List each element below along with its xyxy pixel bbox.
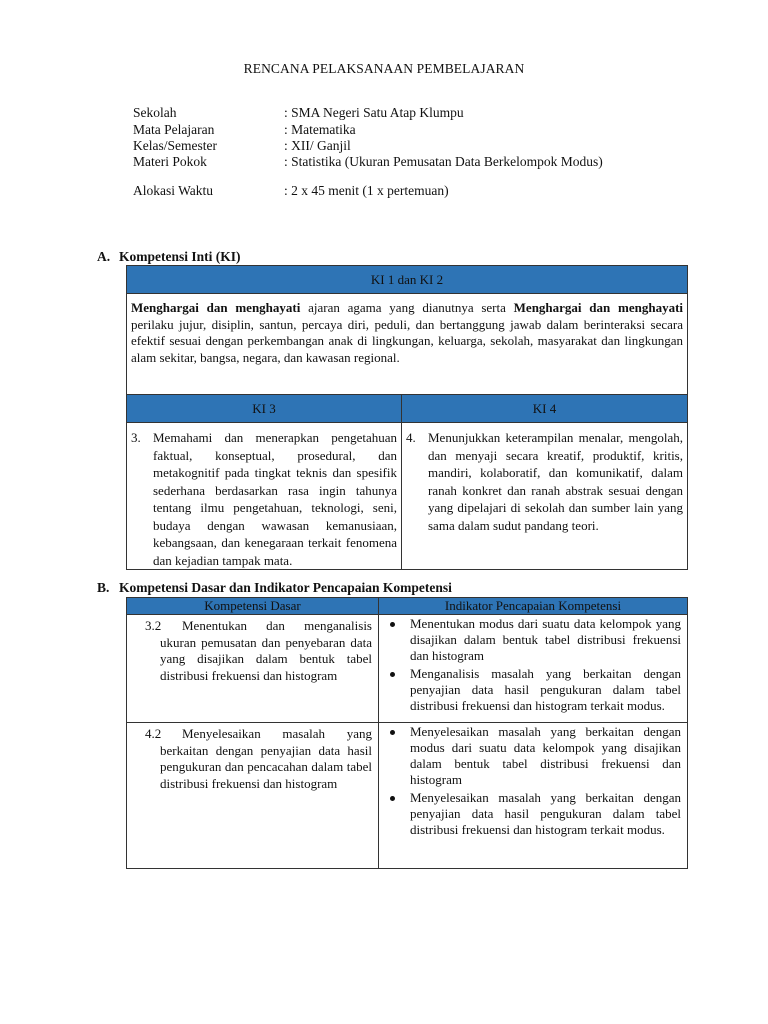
identity-value: : XII/ Ganjil [284, 138, 351, 153]
ki3-cell [127, 423, 402, 570]
identity-label: Materi Pokok [133, 154, 207, 169]
list-item [383, 666, 681, 714]
identity-label: Mata Pelajaran [133, 122, 215, 137]
table-row [127, 615, 688, 723]
indicator-cell [379, 723, 688, 869]
ki4-cell [402, 423, 688, 570]
ki-table [126, 265, 688, 570]
indicator-text: Menyelesaikan masalah yang berkaitan dengan modus dari suatu data kelompok yang disajikan dalam bentuk tabel distribusi frekuensi dan histogram [410, 724, 681, 787]
ki4-text: Menunjukkan keterampilan menalar, mengolah, dan menyaji secara kreatif, produktif, kritis, mandiri, kolaboratif, dan komunikatif, dalam ranah konkret dan ranah abstrak sesuai dengan yang dipelajari di sekolah dan sumber lain yang sama dalam sudut pandang teori. [428, 430, 683, 533]
bullet-icon [390, 622, 395, 627]
kd-text: Menyelesaikan masalah yang berkaitan dengan penyajian data hasil pengukuran dan pencacahan dalam tabel distribusi frekuensi dan histogram [160, 726, 372, 791]
identity-label: Sekolah [133, 105, 177, 120]
section-a-heading [97, 249, 241, 265]
ki12-text: perilaku jujur, disiplin, santun, percaya diri, peduli, dan bertanggung jawab dalam berinteraksi secara efektif sesuai dengan perkembangan anak di lingkungan, keluarga, sekolah, masyarakat dan lingkungan alam sekitar, bangsa, negara, dan kawasan regional. [131, 316, 683, 365]
bullet-icon [390, 730, 395, 735]
identity-label: Alokasi Waktu [133, 183, 214, 198]
ki12-header: KI 1 dan KI 2 [127, 266, 688, 294]
indicator-cell [379, 615, 688, 723]
identity-value: : Matematika [284, 122, 356, 137]
identity-value: : Statistika (Ukuran Pemusatan Data Berkelompok Modus) [284, 154, 603, 169]
document-title: RENCANA PELAKSANAAN PEMBELAJARAN [243, 61, 525, 76]
ki12-bold-phrase: Menghargai dan menghayati [131, 300, 301, 315]
kd-cell [127, 723, 379, 869]
ki3-text: Memahami dan menerapkan pengetahuan faktual, konseptual, prosedural, dan metakognitif pada tingkat teknis dan spesifik sederhana berdasarkan rasa ingin tahunya tentang ilmu pengetahuan, teknologi, seni, budaya dengan wawasan kemanusiaan, kebangsaan, dan kenegaraan terkait fenomena dan kejadian tampak mata. [153, 430, 397, 568]
kd-number: 3.2 [145, 618, 162, 633]
section-letter: A. [97, 249, 111, 264]
ki12-text: ajaran agama yang dianutnya serta [300, 300, 514, 315]
indicator-text: Menentukan modus dari suatu data kelompok yang disajikan dalam bentuk tabel distribusi frekuensi dan histogram [410, 616, 681, 663]
section-letter: B. [97, 580, 110, 595]
section-b-heading [97, 580, 452, 596]
bullet-icon [390, 796, 395, 801]
ki3-number: 3. [131, 430, 141, 445]
indicator-text: Menganalisis masalah yang berkaitan dengan penyajian data hasil pengukuran dalam tabel distribusi frekuensi dan histogram terkait modus. [410, 666, 681, 713]
bullet-icon [390, 672, 395, 677]
ipk-column-header: Indikator Pencapaian Kompetensi [379, 598, 688, 615]
kd-number: 4.2 [145, 726, 162, 741]
kd-cell [127, 615, 379, 723]
ki12-bold-phrase: Menghargai dan menghayati [513, 300, 684, 315]
identity-label: Kelas/Semester [133, 138, 217, 153]
ki4-header: KI 4 [402, 395, 688, 423]
identity-value: : 2 x 45 menit (1 x pertemuan) [284, 183, 449, 198]
identity-value: : SMA Negeri Satu Atap Klumpu [284, 105, 464, 120]
table-row [127, 723, 688, 869]
list-item [383, 616, 681, 664]
list-item [383, 790, 681, 838]
kd-column-header: Kompetensi Dasar [127, 598, 379, 615]
section-title: Kompetensi Dasar dan Indikator Pencapaian Kompetensi [119, 580, 452, 595]
section-title: Kompetensi Inti (KI) [119, 249, 241, 264]
ki4-number: 4. [406, 430, 416, 445]
kd-table [126, 597, 688, 869]
ki3-header: KI 3 [127, 395, 402, 423]
indicator-text: Menyelesaikan masalah yang berkaitan dengan penyajian data hasil pengukuran dalam tabel distribusi frekuensi dan histogram terkait modus. [410, 790, 681, 837]
kd-text: Menentukan dan menganalisis ukuran pemusatan dan penyebaran data yang disajikan dalam bentuk tabel distribusi frekuensi dan histogram [160, 618, 372, 683]
list-item [383, 724, 681, 788]
ki12-body [127, 294, 688, 395]
